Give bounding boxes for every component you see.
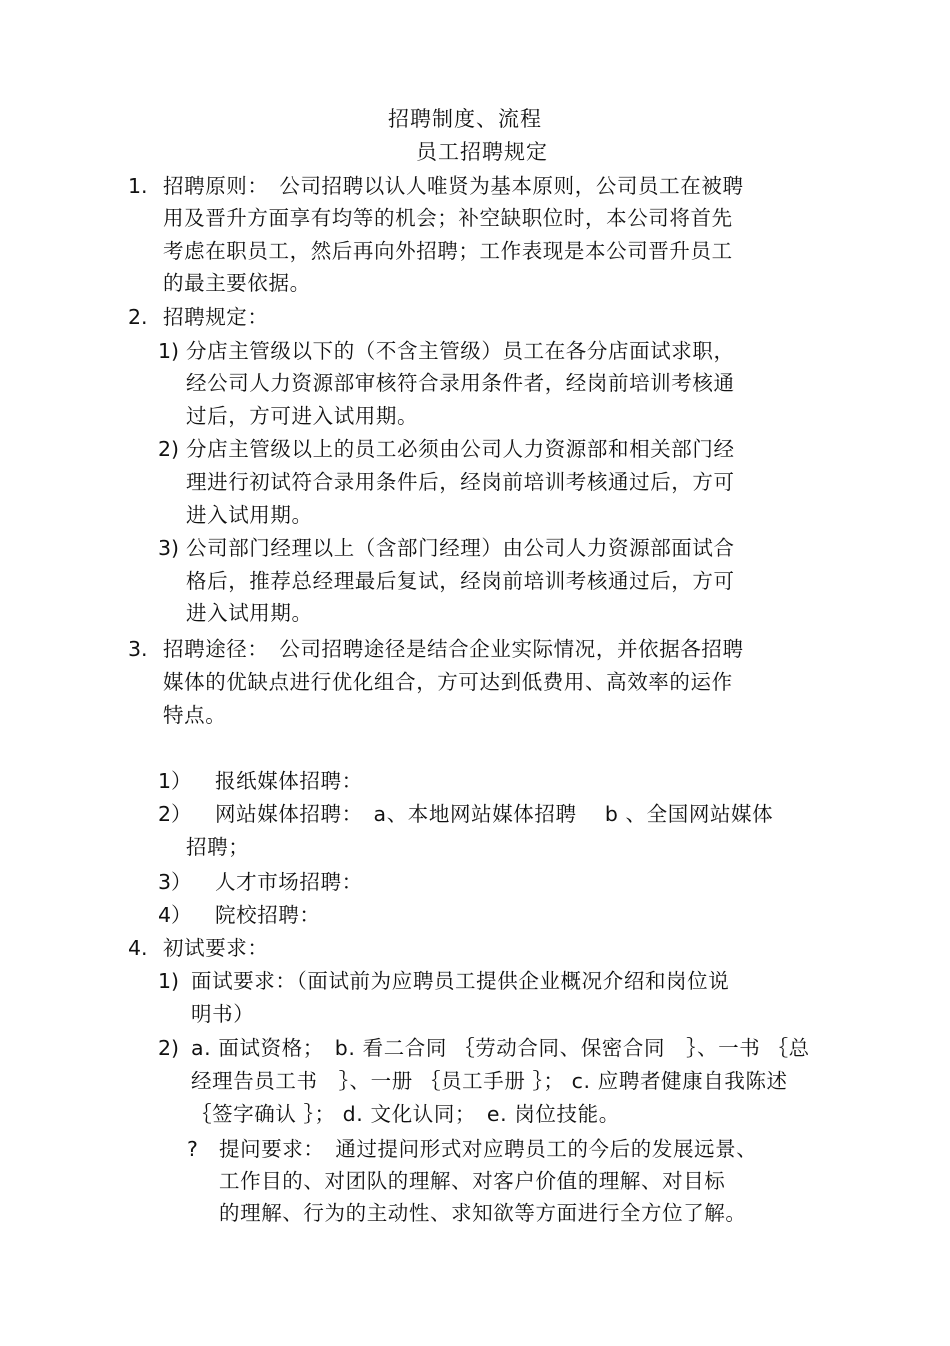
section-1-line-1: 招聘原则： 公司招聘以认人唯贤为基本原则，公司员工在被聘 [163, 174, 744, 198]
section-2-item-3-line-1: 公司部门经理以上（含部门经理）由公司人力资源部面试合 [186, 536, 735, 560]
section-1-line-2: 用及晋升方面享有均等的机会；补空缺职位时，本公司将首先 [163, 206, 733, 230]
section-1-line-3: 考虑在职员工，然后再向外招聘；工作表现是本公司晋升员工 [163, 239, 733, 263]
section-1-line-4: 的最主要依据。 [163, 271, 311, 295]
section-4-item-2-line-1: a. 面试资格； b. 看二合同 ｛劳动合同、保密合同 ｝、一书 ｛总 [191, 1036, 810, 1060]
section-3-item-3-line-1: 人才市场招聘： [215, 870, 363, 894]
section-2-item-2-line-1: 分店主管级以上的员工必须由公司人力资源部和相关部门经 [186, 437, 735, 461]
section-2-item-2-line-3: 进入试用期。 [186, 503, 313, 527]
section-2-item-2-line-2: 理进行初试符合录用条件后，经岗前培训考核通过后，方可 [186, 470, 735, 494]
doc-title: 招聘制度、流程 [388, 107, 542, 131]
section-2-item-3-line-2: 格后，推荐总经理最后复试，经岗前培训考核通过后，方可 [186, 569, 735, 593]
section-2-item-1-number: 1) [158, 339, 180, 363]
section-2-item-3-number: 3) [158, 536, 180, 560]
section-3-number: 3. [128, 637, 148, 661]
section-2-item-3-line-3: 进入试用期。 [186, 601, 313, 625]
section-3-item-2-number: 2） [158, 802, 192, 826]
section-3-item-2-line-2: 招聘； [186, 835, 250, 859]
section-2-item-1-line-2: 经公司人力资源部审核符合录用条件者，经岗前培训考核通 [186, 371, 735, 395]
section-3-item-1-number: 1） [158, 769, 192, 793]
section-4-item-2-line-3: ｛签字确认 ｝； d. 文化认同； e. 岗位技能。 [191, 1102, 620, 1126]
section-3-line-3: 特点。 [163, 703, 227, 727]
section-2-item-2-number: 2) [158, 437, 180, 461]
section-4-number: 4. [128, 936, 148, 960]
section-3-item-1-line-1: 报纸媒体招聘： [215, 769, 363, 793]
section-4-item-1-line-2: 明书） [191, 1002, 255, 1026]
section-4-item-1-number: 1) [158, 969, 180, 993]
section-4-item-3-line-1: 提问要求： 通过提问形式对应聘员工的今后的发展远景、 [219, 1137, 758, 1161]
section-4-item-3-line-2: 工作目的、对团队的理解、对客户价值的理解、对目标 [219, 1169, 726, 1193]
section-4-heading: 初试要求： [163, 936, 269, 960]
section-1-number: 1. [128, 174, 148, 198]
section-3-line-2: 媒体的优缺点进行优化组合，方可达到低费用、高效率的运作 [163, 670, 733, 694]
section-3-line-1: 招聘途径： 公司招聘途径是结合企业实际情况，并依据各招聘 [163, 637, 744, 661]
section-2-item-1-line-3: 过后，方可进入试用期。 [186, 404, 419, 428]
section-4-item-3-line-3: 的理解、行为的主动性、求知欲等方面进行全方位了解。 [219, 1201, 747, 1225]
section-4-item-2-number: 2) [158, 1036, 180, 1060]
doc-subtitle: 员工招聘规定 [416, 140, 548, 164]
section-3-item-3-number: 3） [158, 870, 192, 894]
section-2-heading: 招聘规定： [163, 305, 269, 329]
section-3-item-4-line-1: 院校招聘： [215, 903, 321, 927]
section-4-item-3-bullet: ? [187, 1137, 198, 1161]
section-3-item-2-line-1: 网站媒体招聘： a、本地网站媒体招聘 b 、全国网站媒体 [215, 802, 774, 826]
section-3-item-4-number: 4） [158, 903, 192, 927]
section-2-item-1-line-1: 分店主管级以下的（不含主管级）员工在各分店面试求职， [186, 339, 735, 363]
section-4-item-1-line-1: 面试要求：（面试前为应聘员工提供企业概况介绍和岗位说 [191, 969, 730, 993]
section-4-item-2-line-2: 经理告员工书 ｝、一册 ｛员工手册 ｝； c. 应聘者健康自我陈述 [191, 1069, 788, 1093]
section-2-number: 2. [128, 305, 148, 329]
